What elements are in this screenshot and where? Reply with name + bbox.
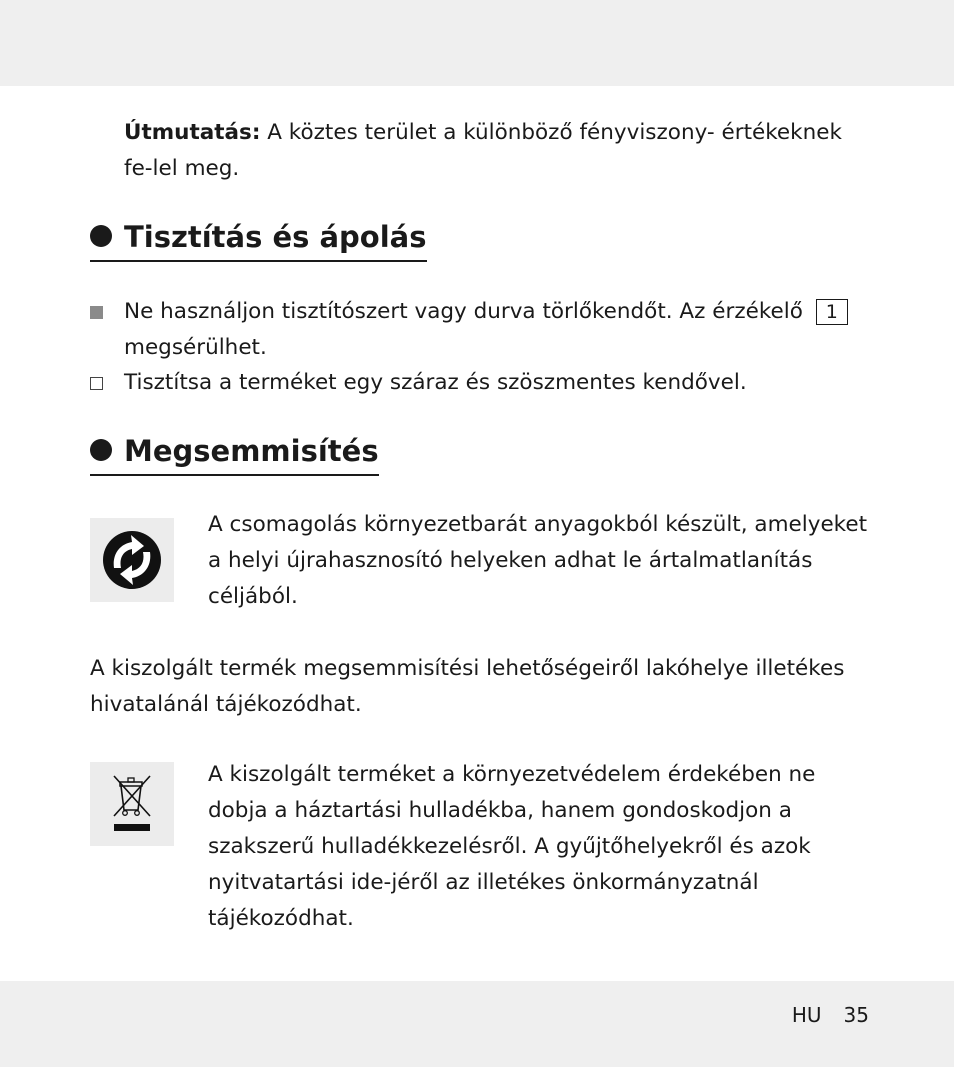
- list-item: [90, 294, 850, 366]
- checkbox-bullet-icon: [90, 377, 103, 390]
- note-text: A köztes terület a különböző fényviszony- értékeknek fe-lel meg.: [124, 120, 842, 181]
- green-dot-recycling-icon: [90, 518, 174, 602]
- heading-bullet-icon: [90, 439, 112, 461]
- list-item-text: Tisztítsa a terméket egy száraz és szöszmentes kendővel.: [124, 370, 747, 395]
- section-heading-cleaning: [90, 217, 427, 262]
- heading-bullet-icon: [90, 225, 112, 247]
- square-bullet-icon: [90, 306, 103, 319]
- section-title-cleaning: Tisztítás és ápolás: [124, 220, 427, 254]
- list-item-text-continued: megsérülhet.: [124, 335, 267, 360]
- section-title-disposal: Megsemmisítés: [124, 434, 379, 468]
- page-footer: [792, 1003, 869, 1027]
- note-label: Útmutatás:: [124, 120, 261, 145]
- part-reference-badge: 1: [816, 299, 848, 325]
- crossed-out-bin-icon: [90, 762, 174, 846]
- list-item: [90, 365, 850, 401]
- note-paragraph: [124, 115, 864, 187]
- packaging-disposal-text: A csomagolás környezetbarát anyagokból készült, amelyeket a helyi újrahasznosító helyeken adhat le ártalmatlanítás céljából.: [208, 512, 868, 609]
- top-band: [0, 0, 954, 86]
- language-code: HU: [791, 1003, 822, 1027]
- weee-disposal-text: A kiszolgált terméket a környezetvédelem érdekében ne dobja a háztartási hulladékba, hanem gondoskodjon a szakszerű hulladékkezelésről. A gyűjtőhelyekről és azok nyitvatartási ide-jéről az illetékes önkormányzatnál tájékozódhat.: [208, 762, 816, 931]
- section-heading-disposal: [90, 431, 379, 476]
- product-disposal-text: A kiszolgált termék megsemmisítési lehetőségeiről lakóhelye illetékes hivatalánál tájékozódhat.: [90, 656, 845, 717]
- list-item-text: Ne használjon tisztítószert vagy durva törlőkendőt. Az érzékelő: [124, 299, 803, 324]
- page-number: 35: [843, 1003, 869, 1027]
